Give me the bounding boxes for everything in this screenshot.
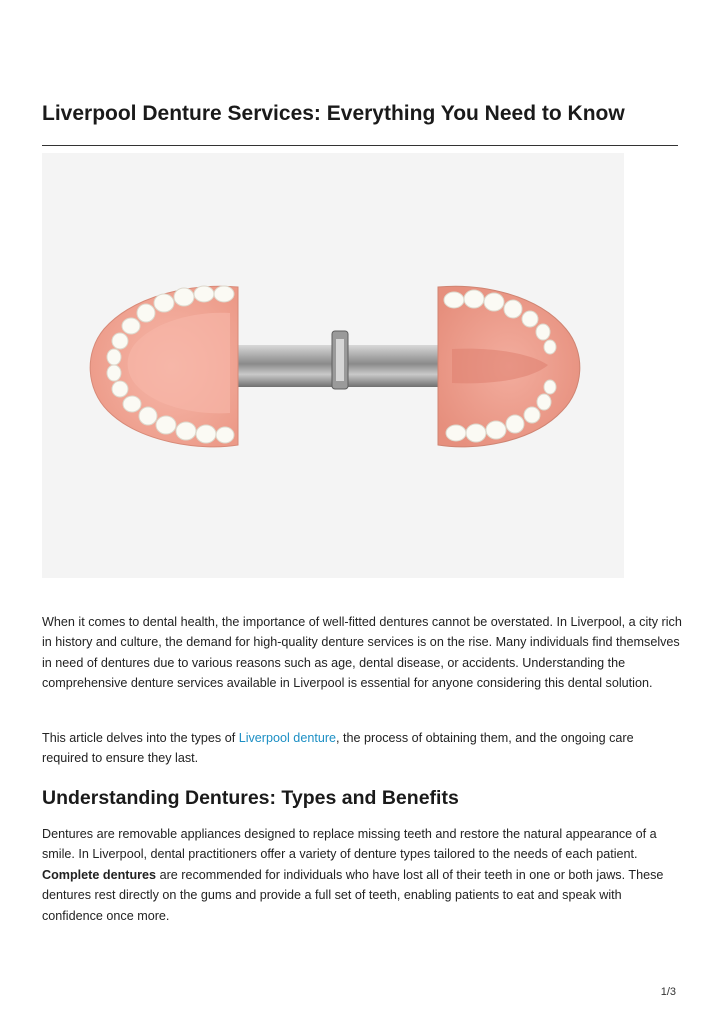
hero-image (42, 153, 624, 578)
section-heading: Understanding Dentures: Types and Benefits (42, 787, 459, 809)
page-number: 1/3 (660, 986, 676, 998)
bold-term: Complete dentures (42, 867, 157, 882)
dentures-paragraph (42, 824, 682, 926)
title-divider (42, 145, 678, 146)
paragraph-text: are recommended for individuals who have lost all of their teeth in one or both jaws. These dentures rest directly on the gums and provide a full set of teeth, enabling patients to eat and speak with confidence once more. (42, 867, 664, 923)
page-title: Liverpool Denture Services: Everything You Need to Know (42, 102, 625, 125)
paragraph-text: , the process of obtaining them, and the ongoing care required to ensure they last. (42, 731, 634, 766)
denture-model-image (42, 153, 624, 578)
liverpool-denture-link[interactable]: Liverpool denture (238, 731, 337, 745)
paragraph-text: This article delves into the types of (42, 731, 239, 745)
paragraph-text: Dentures are removable appliances designed to replace missing teeth and restore the natural appearance of a smile. In Liverpool, dental practitioners offer a variety of denture types tailored to the needs of each patient. (42, 827, 657, 862)
article-scope-paragraph (42, 728, 682, 769)
intro-paragraph: When it comes to dental health, the importance of well-fitted dentures cannot be overstated. In Liverpool, a city rich in history and culture, the demand for high-quality denture services is on the rise. Many individuals find themselves in need of dentures due to various reasons such as age, dental disease, or accidents. Understanding the comprehensive denture services available in Liverpool is essential for anyone considering this dental solution. (42, 615, 682, 691)
